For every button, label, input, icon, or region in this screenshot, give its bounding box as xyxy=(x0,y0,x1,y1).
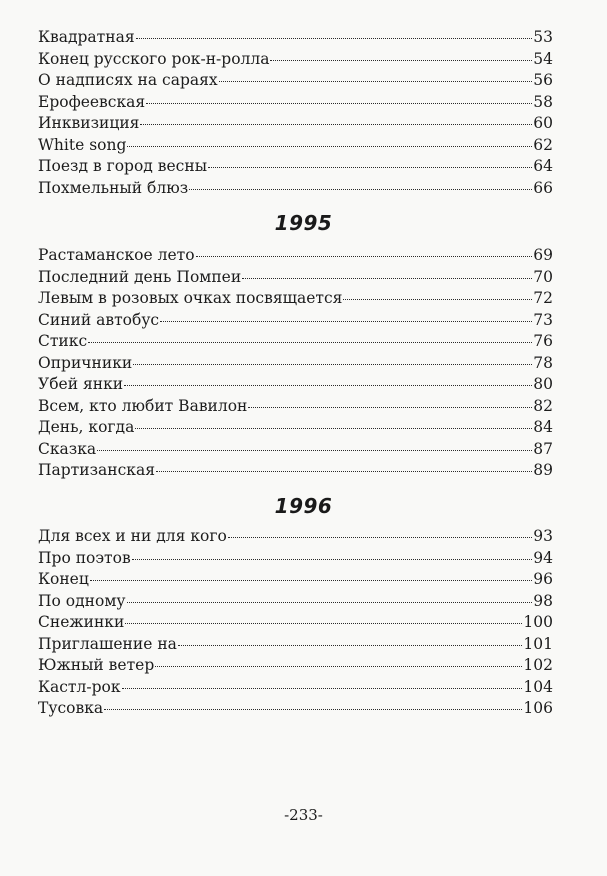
toc-entry-page: 70 xyxy=(533,267,553,286)
toc-entry-page: 64 xyxy=(533,157,553,175)
toc-entry-page: 98 xyxy=(533,591,553,610)
toc-leader-dots xyxy=(127,146,532,147)
toc-entry-title: Убей янки xyxy=(38,375,124,393)
toc-entry-page: 69 xyxy=(533,246,553,264)
toc-entry xyxy=(38,396,553,418)
toc-entry-title: Инквизиция xyxy=(38,114,140,132)
toc-entry-page: 66 xyxy=(533,178,553,197)
toc-entry-title: Тусовка xyxy=(38,699,104,717)
toc-entry-page: 96 xyxy=(533,570,553,588)
toc-section-1995 xyxy=(38,245,553,482)
toc-entry-page: 106 xyxy=(523,699,553,717)
toc-entry xyxy=(38,267,553,289)
toc-entry-page: 54 xyxy=(533,49,553,68)
toc-entry-page: 72 xyxy=(533,289,553,307)
toc-leader-dots xyxy=(122,688,523,689)
toc-entry-title: Синий автобус xyxy=(38,310,160,329)
toc-entry-title: Кастл-рок xyxy=(38,677,121,696)
toc-entry xyxy=(38,27,553,49)
toc-entry-title: Партизанская xyxy=(38,461,155,479)
toc-leader-dots xyxy=(248,407,532,408)
toc-entry xyxy=(38,92,553,114)
toc-entry-page: 84 xyxy=(533,418,553,436)
toc-entry-title: Квадратная xyxy=(38,28,135,46)
toc-leader-dots xyxy=(125,623,522,624)
toc-entry-title: О надписях на сараях xyxy=(38,71,218,89)
toc-entry-page: 102 xyxy=(523,656,553,674)
toc-entry-page: 93 xyxy=(533,527,553,545)
toc-entry xyxy=(38,245,553,267)
toc-entry-page: 78 xyxy=(533,353,553,372)
toc-entry-title: Снежинки xyxy=(38,613,125,631)
year-heading-1995: 1995 xyxy=(274,211,333,235)
toc-entry xyxy=(38,353,553,375)
toc-entry xyxy=(38,178,553,200)
toc-leader-dots xyxy=(124,385,532,386)
toc-entry-title: Последний день Помпеи xyxy=(38,267,242,286)
toc-entry xyxy=(38,526,553,548)
toc-entry xyxy=(38,634,553,656)
toc-entry-title: День, когда xyxy=(38,418,135,436)
toc-entry xyxy=(38,591,553,613)
toc-entry-page: 89 xyxy=(533,461,553,479)
toc-entry xyxy=(38,331,553,353)
toc-entry-page: 62 xyxy=(533,135,553,154)
toc-leader-dots xyxy=(136,38,533,39)
toc-entry-page: 94 xyxy=(533,548,553,567)
toc-entry xyxy=(38,374,553,396)
toc-entry-title: Приглашение на xyxy=(38,634,177,653)
toc-leader-dots xyxy=(88,342,532,343)
toc-entry-title: Конец xyxy=(38,570,89,588)
toc-leader-dots xyxy=(208,167,532,168)
toc-leader-dots xyxy=(343,299,532,300)
toc-entry-title: White song xyxy=(38,135,127,154)
toc-entry xyxy=(38,677,553,699)
toc-entry xyxy=(38,439,553,461)
toc-entry-title: Всем, кто любит Вавилон xyxy=(38,396,248,415)
toc-entry-title: Для всех и ни для кого xyxy=(38,527,227,545)
toc-section-continued xyxy=(38,27,553,199)
toc-leader-dots xyxy=(156,471,532,472)
toc-leader-dots xyxy=(219,81,533,82)
toc-leader-dots xyxy=(132,559,533,560)
toc-entry-title: Стикс xyxy=(38,332,88,350)
toc-leader-dots xyxy=(228,537,532,538)
toc-entry-title: Сказка xyxy=(38,439,97,458)
toc-entry-page: 76 xyxy=(533,332,553,350)
toc-leader-dots xyxy=(127,602,533,603)
toc-entry xyxy=(38,417,553,439)
toc-entry-page: 82 xyxy=(533,396,553,415)
toc-leader-dots xyxy=(242,278,532,279)
page-number: -233- xyxy=(284,806,323,824)
toc-leader-dots xyxy=(104,709,522,710)
toc-leader-dots xyxy=(178,645,523,646)
toc-entry-page: 100 xyxy=(523,613,553,631)
toc-entry-title: Ерофеевская xyxy=(38,92,146,111)
toc-entry-page: 104 xyxy=(523,677,553,696)
toc-leader-dots xyxy=(196,256,533,257)
toc-entry xyxy=(38,698,553,720)
toc-entry-title: Растаманское лето xyxy=(38,246,195,264)
toc-entry-title: Конец русского рок-н-ролла xyxy=(38,49,270,68)
toc-entry-page: 80 xyxy=(533,375,553,393)
toc-leader-dots xyxy=(270,60,532,61)
toc-entry-page: 60 xyxy=(533,114,553,132)
toc-entry xyxy=(38,288,553,310)
toc-leader-dots xyxy=(146,103,532,104)
year-heading-1996: 1996 xyxy=(274,494,333,518)
toc-entry xyxy=(38,135,553,157)
toc-entry xyxy=(38,569,553,591)
toc-entry xyxy=(38,156,553,178)
toc-entry-title: Поезд в город весны xyxy=(38,157,208,175)
toc-entry-page: 101 xyxy=(523,634,553,653)
toc-entry xyxy=(38,70,553,92)
toc-entry-page: 87 xyxy=(533,439,553,458)
toc-leader-dots xyxy=(135,428,532,429)
toc-leader-dots xyxy=(140,124,532,125)
toc-entry xyxy=(38,655,553,677)
toc-leader-dots xyxy=(189,189,532,190)
toc-leader-dots xyxy=(155,666,522,667)
toc-section-1996 xyxy=(38,526,553,720)
toc-entry-title: Похмельный блюз xyxy=(38,178,189,197)
toc-leader-dots xyxy=(97,450,532,451)
toc-entry-title: Про поэтов xyxy=(38,548,131,567)
toc-entry xyxy=(38,310,553,332)
toc-entry xyxy=(38,460,553,482)
toc-entry-title: Опричники xyxy=(38,353,133,372)
toc-leader-dots xyxy=(160,321,532,322)
toc-entry-title: Левым в розовых очках посвящается xyxy=(38,289,343,307)
toc-entry-page: 53 xyxy=(533,28,553,46)
toc-entry xyxy=(38,49,553,71)
toc-entry xyxy=(38,113,553,135)
toc-leader-dots xyxy=(90,580,532,581)
toc-entry-page: 73 xyxy=(533,310,553,329)
toc-entry-page: 56 xyxy=(533,71,553,89)
toc-entry xyxy=(38,612,553,634)
toc-entry-title: По одному xyxy=(38,591,126,610)
toc-entry xyxy=(38,548,553,570)
toc-entry-title: Южный ветер xyxy=(38,656,155,674)
toc-leader-dots xyxy=(133,364,532,365)
toc-entry-page: 58 xyxy=(533,92,553,111)
